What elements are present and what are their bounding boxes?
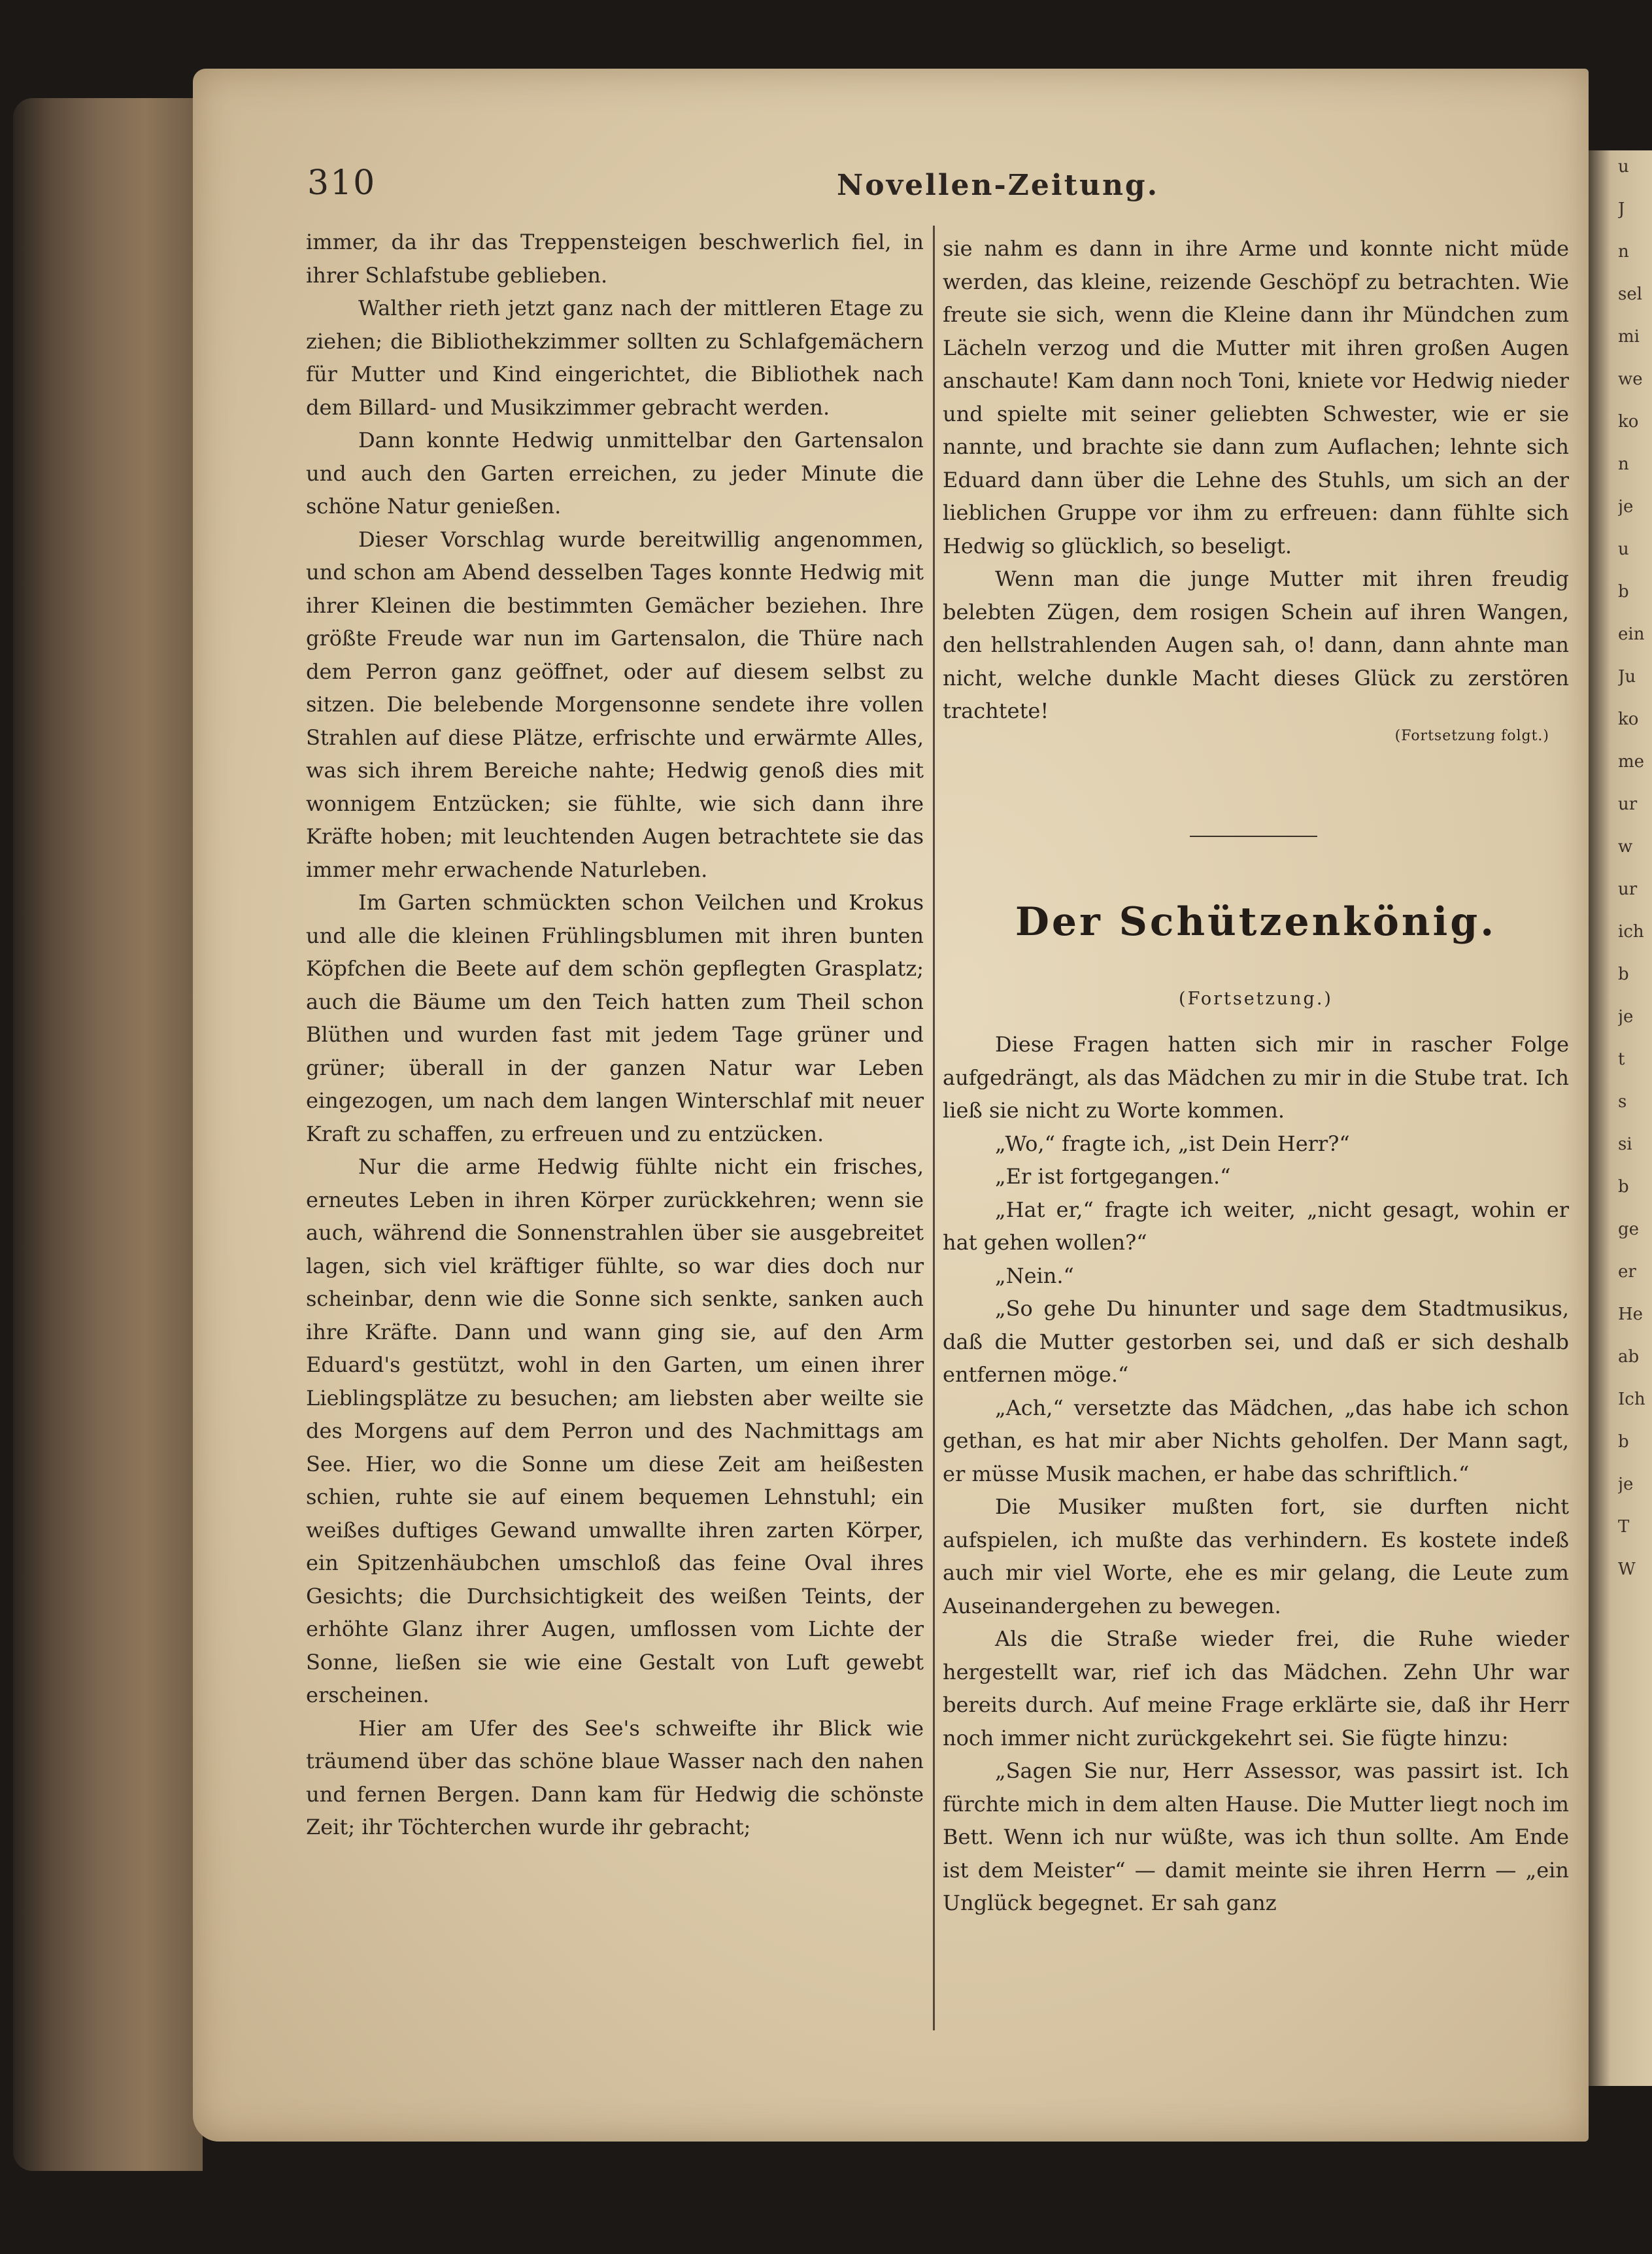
fragment-text: b bbox=[1618, 1432, 1629, 1452]
left-column bbox=[306, 226, 924, 1844]
page-header bbox=[307, 163, 1608, 209]
fragment-text: s bbox=[1618, 1092, 1627, 1112]
fragment-text: w bbox=[1618, 837, 1633, 857]
fragment-text: u bbox=[1618, 539, 1629, 559]
fragment-text: T bbox=[1618, 1517, 1630, 1537]
paragraph: „Er ist fortgegangen.“ bbox=[995, 1164, 1231, 1189]
fragment-text: ko bbox=[1618, 709, 1639, 729]
fragment-text: ich bbox=[1618, 922, 1644, 942]
fragment-text: ko bbox=[1618, 412, 1639, 432]
fragment-text: n bbox=[1618, 454, 1629, 474]
fragment-text: si bbox=[1618, 1135, 1632, 1154]
fragment-text: we bbox=[1618, 369, 1643, 389]
fragment-text: b bbox=[1618, 965, 1629, 984]
fragment-text: je bbox=[1618, 1007, 1634, 1027]
right-column-story bbox=[943, 1028, 1569, 1920]
paragraph: sie nahm es dann in ihre Arme und konnte nicht müde werden, das kleine, reizende Geschöpf zu betrachten. Wie freute sie sich, wenn die Kleine dann ihr Mündchen zum Lächeln verzog und die Mutter mit ihren großen Augen anschaute! Kam dann noch Toni, kniete vor Hedwig nieder und spielte mit seiner geliebten Schwester, wie er sie nannte, und brachte sie dann zum Auflachen; lehnte sich Eduard dann über die Lehne des Stuhls, um sich an der lieblichen Gruppe vor ihm zu erfreuen: dann fühlte sich Hedwig so glücklich, so beseligt. bbox=[943, 236, 1569, 558]
paragraph: „Nein.“ bbox=[995, 1263, 1074, 1288]
fragment-text: je bbox=[1618, 1475, 1634, 1494]
page-number: 310 bbox=[307, 163, 377, 203]
paragraph: Dieser Vorschlag wurde bereitwillig angenommen, und schon am Abend desselben Tages konnte Hedwig mit ihrer Kleinen die bestimmten Gemächer beziehen. Ihre größte Freude war nun im Gartensalon, die Thüre nach dem Perron ganz geöffnet, oder auf diesem selbst zu sitzen. Die belebende Morgensonne sendete ihre vollen Strahlen auf diese Plätze, erfrischte und erwärmte Alles, was sich ihrem Bereiche nahte; Hedwig genoß dies mit wonnigem Entzücken; sie fühlte, wie sich dann ihre Kräfte hoben; mit leuchtenden Augen betrachtete sie das immer mehr erwachende Naturleben. bbox=[306, 526, 924, 882]
book-page-edges bbox=[13, 98, 203, 2171]
fragment-text: ab bbox=[1618, 1347, 1640, 1367]
paragraph: Nur die arme Hedwig fühlte nicht ein frisches, erneutes Leben in ihren Körper zurückkehren; wenn sie auch, während die Sonnenstrahlen über sie ausgebreitet lagen, sich viel kräftiger fühlte, so war dies doch nur scheinbar, denn wie die Sonne sich senkte, sanken auch ihre Kräfte. Dann und wann ging sie, auf den Arm Eduard's gestützt, wohl in den Garten, um einen ihrer Lieblingsplätze zu besuchen; am liebsten aber weilte sie des Morgens auf dem Perron und des Nachmittags am See. Hier, wo die Sonne um diese Zeit am heißesten schien, ruhte sie auf einem bequemen Lehnstuhl; ein weißes duftiges Gewand umwallte ihren zarten Körper, ein Spitzenhäubchen umschloß das feine Oval ihres Gesichts; die Durchsichtigkeit des weißen Teints, der erhöhte Glanz ihrer Augen, umflossen vom Lichte der Sonne, ließen sie wie eine Gestalt von Luft gewebt erscheinen. bbox=[306, 1154, 924, 1707]
fragment-text: ein bbox=[1618, 624, 1645, 644]
fragment-text: b bbox=[1618, 582, 1629, 602]
fragment-text: ur bbox=[1618, 879, 1638, 899]
paragraph: „So gehe Du hinunter und sage dem Stadtmusikus, daß die Mutter gestorben sei, und daß er sich deshalb entfernen möge.“ bbox=[943, 1296, 1569, 1387]
fragment-text: sel bbox=[1618, 284, 1643, 304]
right-column-top bbox=[943, 232, 1569, 753]
story-subtitle: (Fortsetzung.) bbox=[1179, 989, 1333, 1009]
fragment-text: je bbox=[1618, 497, 1634, 517]
fragment-text: J bbox=[1618, 199, 1625, 219]
running-title: Novellen-Zeitung. bbox=[837, 169, 1160, 202]
section-separator bbox=[1190, 836, 1317, 837]
fragment-text: u bbox=[1618, 157, 1629, 177]
paragraph: Wenn man die junge Mutter mit ihren freudig belebten Zügen, dem rosigen Schein auf ihren Wangen, den hellstrahlenden Augen sah, o! dann, dann ahnte man nicht, welche dunkle Macht dieses Glück zu zerstören trachtete! bbox=[943, 566, 1569, 723]
facing-page-text-fragments bbox=[1618, 157, 1652, 2053]
fragment-text: Ich bbox=[1618, 1390, 1645, 1409]
fragment-text: W bbox=[1618, 1560, 1636, 1579]
fragment-text: mi bbox=[1618, 327, 1640, 347]
fragment-text: Ju bbox=[1618, 667, 1636, 687]
column-divider bbox=[933, 226, 935, 2030]
continued-note: (Fortsetzung folgt.) bbox=[1394, 727, 1549, 744]
fragment-text: b bbox=[1618, 1177, 1629, 1197]
paragraph: „Sagen Sie nur, Herr Assessor, was passirt ist. Ich fürchte mich in dem alten Hause. Die Mutter liegt noch im Bett. Wenn ich nur wüßte, was ich thun sollte. Am Ende ist dem Meister“ — damit meinte sie ihren Herrn — „ein Unglück begegnet. Er sah ganz bbox=[943, 1758, 1569, 1915]
fragment-text: n bbox=[1618, 242, 1629, 262]
fragment-text: He bbox=[1618, 1305, 1644, 1324]
fragment-text: ur bbox=[1618, 794, 1638, 814]
fragment-text: t bbox=[1618, 1050, 1625, 1069]
paragraph: Dann konnte Hedwig unmittelbar den Gartensalon und auch den Garten erreichen, zu jeder Minute die schöne Natur genießen. bbox=[306, 428, 924, 519]
paragraph: Walther rieth jetzt ganz nach der mittleren Etage zu ziehen; die Bibliothekzimmer sollten zu Schlafgemächern für Mutter und Kind eingerichtet, die Bibliothek nach dem Billard- und Musikzimmer gebracht werden. bbox=[306, 296, 924, 420]
paragraph: „Ach,“ versetzte das Mädchen, „das habe ich schon gethan, es hat mir aber Nichts geholfen. Der Mann sagt, er müsse Musik machen, er habe das schriftlich.“ bbox=[943, 1395, 1569, 1486]
paragraph: Die Musiker mußten fort, sie durften nicht aufspielen, ich mußte das verhindern. Es kostete indeß auch mir viel Worte, ehe es mir gelang, die Leute zum Auseinandergehen zu bewegen. bbox=[943, 1494, 1569, 1618]
paragraph: Diese Fragen hatten sich mir in rascher Folge aufgedrängt, als das Mädchen zu mir in die Stube trat. Ich ließ sie nicht zu Worte kommen. bbox=[943, 1032, 1569, 1123]
paragraph: immer, da ihr das Treppensteigen beschwerlich fiel, in ihrer Schlafstube geblieben. bbox=[306, 230, 924, 288]
fragment-text: ge bbox=[1618, 1220, 1640, 1239]
paragraph: Im Garten schmückten schon Veilchen und Krokus und alle die kleinen Frühlingsblumen mit ihren bunten Köpfchen die Beete auf dem schön gepflegten Grasplatz; auch die Bäume um den Teich hatten zum Theil schon Blüthen und wurden fast mit jedem Tage grüner und grüner; überall in der ganzen Natur war Leben eingezogen, um nach dem langen Winterschlaf mit neuer Kraft zu schaffen, zu erfreuen und zu entzücken. bbox=[306, 890, 924, 1146]
fragment-text: er bbox=[1618, 1262, 1636, 1282]
paragraph: Als die Straße wieder frei, die Ruhe wieder hergestellt war, rief ich das Mädchen. Zehn Uhr war bereits durch. Auf meine Frage erklärte sie, daß ihr Herr noch immer nicht zurückgekehrt sei. Sie fügte hinzu: bbox=[943, 1626, 1569, 1750]
fragment-text: me bbox=[1618, 752, 1645, 772]
paragraph: Hier am Ufer des See's schweifte ihr Blick wie träumend über das schöne blaue Wasser nach den nahen und fernen Bergen. Dann kam für Hedwig die schönste Zeit; ihr Töchterchen wurde ihr gebracht; bbox=[306, 1715, 924, 1839]
paragraph: „Wo,“ fragte ich, „ist Dein Herr?“ bbox=[995, 1131, 1350, 1156]
paragraph: „Hat er,“ fragte ich weiter, „nicht gesagt, wohin er hat gehen wollen?“ bbox=[943, 1197, 1569, 1255]
story-title: Der Schützenkönig. bbox=[1015, 899, 1497, 945]
